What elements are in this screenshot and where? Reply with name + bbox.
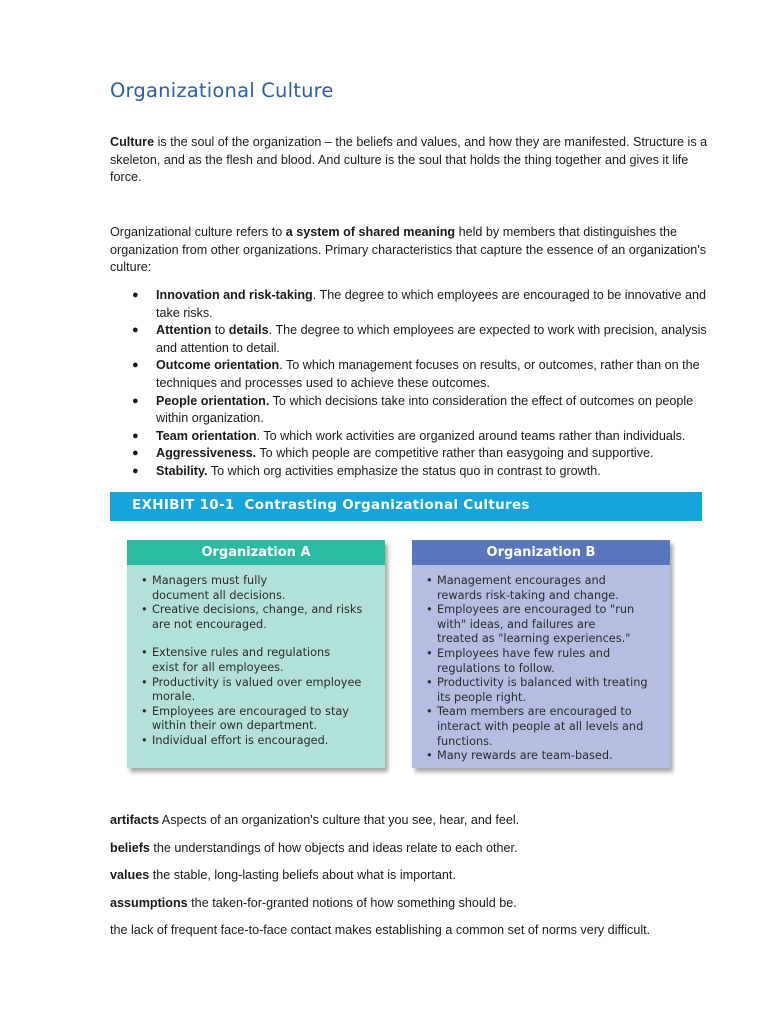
list-item: • Individual effort is encouraged. — [141, 734, 372, 749]
characteristic-term-2: details — [228, 323, 269, 338]
bullet-icon: ● — [132, 429, 139, 442]
list-item: • Productivity is balanced with treating its people right. — [426, 676, 652, 705]
characteristic-text: To which people are competitive rather than easygoing and supportive. — [259, 446, 654, 461]
glossary-entry — [110, 895, 720, 923]
glossary-term: artifacts — [110, 813, 159, 827]
exhibit-title-bar — [110, 492, 702, 521]
list-item: • Management encourages and rewards risk-taking and change. — [426, 574, 627, 603]
organization-b-heading: Organization B — [412, 540, 670, 565]
list-item — [110, 445, 715, 463]
characteristic-text: The degree to which employees are expected to work with precision, analysis and attention to detail. — [156, 323, 707, 355]
characteristic-text: To which decisions take into consideration the effect of outcomes on people within organization. — [156, 393, 694, 426]
bullet-icon: ● — [132, 464, 139, 477]
list-item — [110, 393, 715, 428]
culture-intro-paragraph — [110, 134, 710, 187]
list-item: • Employees are encouraged to stay within their own department. — [141, 705, 352, 734]
characteristic-term: People orientation. — [156, 393, 270, 408]
glossary-text: Aspects of an organization's culture that you see, hear, and feel. — [159, 813, 520, 827]
bullet-icon: ● — [132, 359, 139, 372]
organization-b-card — [412, 540, 670, 768]
exhibit-title: EXHIBIT 10-1 Contrasting Organizational Cultures — [132, 497, 530, 513]
list-item: • Employees have few rules and regulations to follow. — [426, 647, 622, 676]
glossary-text: the understandings of how objects and ideas relate to each other. — [149, 840, 518, 855]
glossary-text: the stable, long-lasting beliefs about what is important. — [149, 868, 456, 883]
list-item: • Many rewards are team-based. — [426, 749, 657, 764]
definition-after: held by members that distinguishes the organization from other organizations. Primary characteristics that capture the essence of an organization's culture: — [110, 225, 707, 275]
characteristic-text: To which management focuses on results, or outcomes, rather than on the techniques and processes used to achieve these outcomes. — [156, 358, 700, 390]
glossary-entry — [110, 867, 720, 895]
intro-text: is the soul of the organization – the beliefs and values, and how they are manifested. Structure is a skeleton, and as the flesh and blood. And culture is the soul that holds the thing together and gives it life force. — [110, 135, 708, 185]
glossary-term: beliefs — [110, 840, 150, 855]
list-item — [110, 463, 715, 481]
list-item: • Managers must fully document all decisions. — [141, 574, 317, 603]
list-item: • Team members are encouraged to interact with people at all levels and functions. — [426, 705, 672, 749]
characteristics-list — [110, 287, 715, 481]
characteristic-term: Team orientation — [156, 428, 257, 443]
list-item: • Extensive rules and regulations exist for all employees. — [141, 646, 357, 675]
bullet-icon: ● — [132, 447, 139, 460]
page-title: Organizational Culture — [110, 79, 334, 102]
glossary-term: assumptions — [110, 895, 188, 910]
characteristic-term: Attention — [156, 323, 212, 338]
glossary-term: values — [110, 868, 150, 883]
characteristic-term: Stability. — [156, 463, 208, 478]
list-item: • Creative decisions, change, and risks are not encouraged. — [141, 603, 367, 632]
definition-bold: a system of shared meaning — [285, 225, 456, 239]
bullet-icon: ● — [132, 289, 139, 301]
closing-note: the lack of frequent face-to-face contact makes establishing a common set of norms very difficult. — [110, 923, 651, 938]
intro-term: Culture — [110, 135, 155, 149]
characteristic-term: Aggressiveness. — [156, 446, 257, 461]
characteristic-term: Innovation and risk-taking — [156, 288, 313, 302]
glossary-entry — [110, 840, 720, 868]
characteristic-text: To which work activities are organized around teams rather than individuals. — [263, 428, 686, 443]
list-item: ● Team orientation. To which work activities are organized around teams rather than individuals. — [110, 428, 715, 446]
glossary-entry — [110, 812, 720, 840]
characteristic-text: The degree to which employees are encouraged to be innovative and take risks. — [156, 288, 706, 320]
glossary — [110, 812, 720, 950]
organization-a-list — [127, 565, 385, 749]
characteristic-term: Outcome orientation — [156, 358, 280, 373]
list-item: ● Outcome orientation. To which management focuses on results, or outcomes, rather than on the techniques and processes used to achieve these outcomes. — [132, 358, 700, 390]
characteristic-text: To which org activities emphasize the status quo in contrast to growth. — [210, 463, 601, 478]
exhibit-figure — [110, 492, 702, 782]
bullet-icon: ● — [132, 394, 139, 407]
glossary-text: the taken-for-granted notions of how something should be. — [187, 895, 517, 910]
org-culture-definition-paragraph — [110, 224, 710, 277]
organization-b-list — [412, 565, 670, 764]
list-item: • Productivity is valued over employee morale. — [141, 676, 367, 705]
list-item: • Employees are encouraged to "run with" ideas, and failures are treated as "learning experiences." — [426, 603, 637, 647]
organization-a-card — [127, 540, 385, 768]
list-item: ● Attention to details. The degree to which employees are expected to work with precision, analysis and attention to detail. — [132, 323, 707, 355]
list-item: ● Innovation and risk-taking. The degree to which employees are encouraged to be innovative and take risks. — [132, 288, 706, 320]
definition-before: Organizational culture refers to — [110, 225, 286, 239]
bullet-icon: ● — [132, 324, 139, 337]
organization-a-heading: Organization A — [127, 540, 385, 565]
